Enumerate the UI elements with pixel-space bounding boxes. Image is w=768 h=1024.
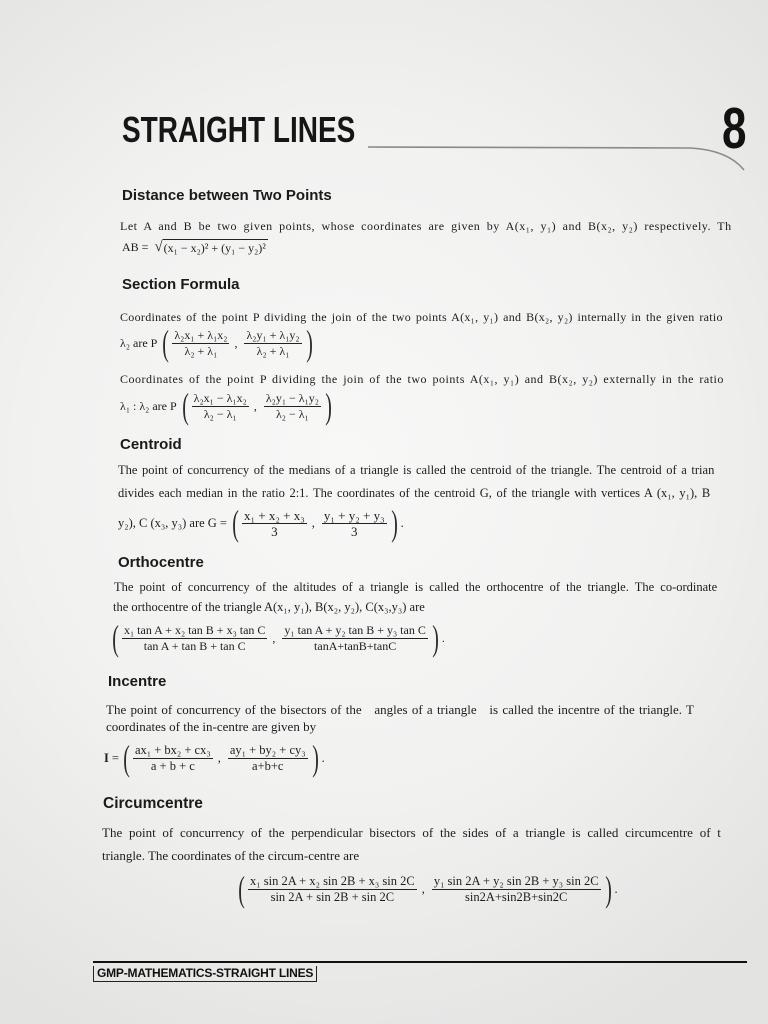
- denominator: λ₂ + λ₁: [172, 343, 229, 359]
- fraction-y: [264, 391, 321, 422]
- period: .: [400, 515, 404, 530]
- external-division-formula: [120, 388, 333, 424]
- comma: ,: [234, 335, 238, 350]
- centroid-formula: [118, 505, 404, 541]
- open-paren: (: [232, 503, 239, 543]
- radicand: (x₁ − x₂)² + (y₁ − y₂)²: [163, 241, 266, 255]
- period: .: [441, 630, 445, 645]
- fraction-y: [244, 328, 301, 359]
- denominator: λ₂ + λ₁: [244, 343, 301, 359]
- denominator: tan A + tan B + tan C: [122, 638, 267, 654]
- orthocentre-text-line-2: the orthocentre of the triangle A(x₁, y₁), B(x₂, y₂), C(x₃,y₃) are: [113, 600, 425, 614]
- fraction-x: [133, 743, 213, 774]
- denominator: λ₂ − λ₁: [264, 406, 321, 422]
- square-root-sign: √: [154, 239, 163, 255]
- incentre-text-line-2: coordinates of the in-centre are given by: [106, 719, 317, 734]
- period: .: [321, 750, 325, 765]
- title-underline: [0, 0, 768, 200]
- close-paren: ): [305, 323, 313, 363]
- close-paren: ): [432, 618, 439, 658]
- numerator: λ₂y₁ + λ₁y₂: [246, 327, 300, 342]
- circumcentre-text-line-1: The point of concurrency of the perpendicular bisectors of the sides of a triangle is called circumcentre of t: [102, 825, 721, 840]
- heading-orthocentre: Orthocentre: [118, 554, 204, 571]
- circumcentre-text-line-2: triangle. The coordinates of the circum-centre are: [102, 848, 360, 863]
- heading-distance: Distance between Two Points: [122, 187, 332, 204]
- fraction-y: [322, 508, 387, 539]
- open-paren: (: [123, 738, 130, 778]
- comma: ,: [217, 750, 221, 765]
- denominator: tanA+tanB+tanC: [282, 638, 427, 654]
- comma: ,: [311, 515, 315, 530]
- orthocentre-formula: [110, 620, 445, 656]
- numerator: λ₂x₁ + λ₁x₂: [174, 327, 228, 342]
- numerator: y₁ sin 2A + y₂ sin 2B + y₃ sin 2C: [433, 873, 599, 888]
- numerator: λ₂y₁ − λ₁y₂: [265, 390, 319, 405]
- formula-lead: y₂), C (x₃, y₃) are G =: [118, 515, 227, 530]
- fraction-y: [432, 874, 601, 905]
- denominator: 3: [322, 523, 387, 539]
- fraction-x: [248, 874, 417, 905]
- heading-incentre: Incentre: [108, 673, 167, 690]
- chapter-number: 8: [722, 97, 747, 161]
- incentre-text-line-1: The point of concurrency of the bisectors of the angles of a triangle is called the incentre of the triangle. T: [106, 702, 694, 717]
- distance-text: Let A and B be two given points, whose coordinates are given by A(x₁, y₁) and B(x₂, y₂) respectively. Th: [120, 219, 732, 233]
- comma: ,: [421, 881, 425, 896]
- internal-division-text: Coordinates of the point P dividing the join of the two points A(x₁, y₁) and B(x₂, y₂) internally in the given ratio: [120, 310, 723, 324]
- denominator: sin2A+sin2B+sin2C: [432, 889, 601, 905]
- orthocentre-text-line-1: The point of concurrency of the altitudes of a triangle is called the orthocentre of the triangle. The co-ordinate: [114, 580, 718, 594]
- numerator: ax₁ + bx₂ + cx₃: [134, 742, 211, 757]
- numerator: y₁ tan A + y₂ tan B + y₃ tan C: [284, 622, 426, 637]
- footer-rule: [93, 961, 747, 963]
- denominator: λ₂ − λ₁: [192, 406, 249, 422]
- fraction-x: [242, 508, 307, 539]
- heading-circumcentre: Circumcentre: [103, 795, 203, 812]
- numerator: x₁ sin 2A + x₂ sin 2B + x₃ sin 2C: [250, 873, 415, 888]
- comma: ,: [253, 398, 257, 413]
- close-paren: ): [604, 869, 612, 909]
- denominator: a + b + c: [133, 758, 213, 774]
- fraction-y: [282, 623, 427, 654]
- fraction-x: [172, 328, 229, 359]
- incentre-symbol: I: [104, 750, 109, 765]
- chapter-title: STRAIGHT LINES: [122, 109, 356, 150]
- footer-label: GMP-MATHEMATICS-STRAIGHT LINES: [93, 966, 317, 982]
- close-paren: ): [390, 503, 398, 543]
- formula-lhs: AB =: [122, 240, 149, 254]
- formula-lead: λ₁ : λ₂ are P: [120, 398, 177, 413]
- fraction-y: [228, 743, 308, 774]
- fraction-x: [192, 391, 249, 422]
- heading-centroid: Centroid: [120, 436, 182, 453]
- close-paren: ): [325, 386, 332, 426]
- circumcentre-formula: [236, 871, 618, 907]
- numerator: ay₁ + by₂ + cy₃: [229, 742, 306, 757]
- centroid-text-line-1: The point of concurrency of the medians of a triangle is called the centroid of the triangle. The centroid of a trian: [118, 463, 715, 477]
- internal-division-formula: [120, 325, 314, 361]
- open-paren: (: [238, 869, 245, 909]
- incentre-formula: [104, 740, 325, 776]
- denominator: 3: [242, 523, 307, 539]
- open-paren: (: [181, 386, 189, 426]
- external-division-text: Coordinates of the point P dividing the join of the two points A(x₁, y₁) and B(x₂, y₂) externally in the ratio: [120, 372, 724, 386]
- centroid-text-line-2: divides each median in the ratio 2:1. The coordinates of the centroid G, of the triangle with vertices A (x₁, y₁), B: [118, 486, 711, 500]
- distance-formula: [122, 239, 268, 255]
- heading-section-formula: Section Formula: [122, 276, 240, 293]
- numerator: x₁ + x₂ + x₃: [243, 507, 305, 523]
- open-paren: (: [112, 618, 119, 658]
- numerator: x₁ tan A + x₂ tan B + x₃ tan C: [124, 622, 266, 637]
- numerator: λ₂x₁ − λ₁x₂: [193, 390, 247, 405]
- fraction-x: [122, 623, 267, 654]
- open-paren: (: [162, 323, 170, 363]
- denominator: sin 2A + sin 2B + sin 2C: [248, 889, 417, 905]
- formula-lead: λ₂ are P: [120, 335, 158, 350]
- numerator: y₁ + y₂ + y₃: [323, 507, 385, 523]
- comma: ,: [272, 630, 276, 645]
- period: .: [614, 881, 618, 896]
- denominator: a+b+c: [228, 758, 308, 774]
- equals-sign: =: [111, 750, 119, 765]
- close-paren: ): [311, 738, 319, 778]
